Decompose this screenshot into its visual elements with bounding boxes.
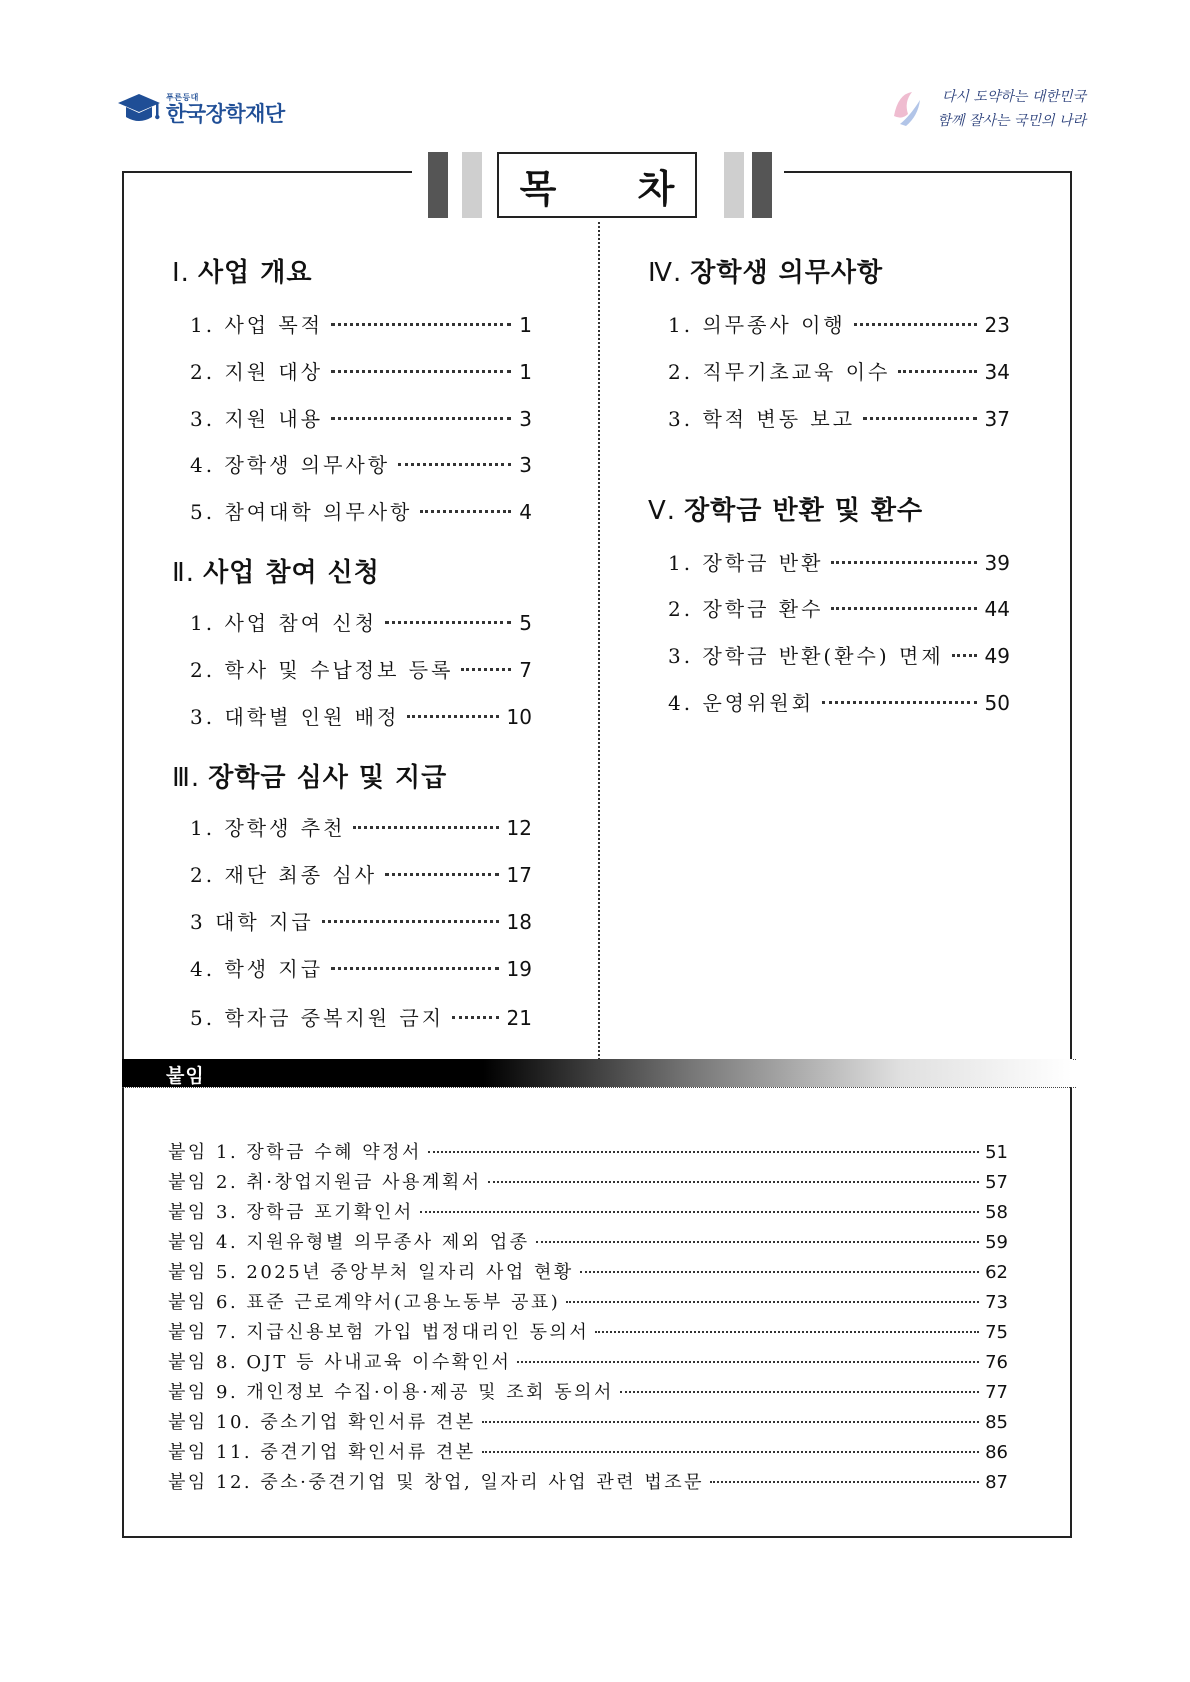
appendix-entry[interactable]: 붙임 9. 개인정보 수집·이용·제공 및 조회 동의서 77: [168, 1382, 1008, 1403]
kosaf-logo: [116, 86, 285, 132]
toc-entry[interactable]: 2. 장학금 환수 44: [668, 597, 1010, 621]
toc-entry[interactable]: 3 대학 지급 18: [190, 910, 532, 934]
toc-entry[interactable]: 1. 장학생 추천 12: [190, 816, 532, 840]
slogan-line-1: 다시 도약하는 대한민국: [941, 89, 1086, 105]
toc-entry[interactable]: 4. 학생 지급 19: [190, 957, 532, 981]
toc-entry[interactable]: 3. 장학금 반환(환수) 면제 49: [668, 644, 1010, 668]
title-bar-light-right: [724, 152, 744, 218]
toc-entry[interactable]: 4. 장학생 의무사항 3: [190, 453, 532, 477]
appendix-entry[interactable]: 붙임 5. 2025년 중앙부처 일자리 사업 현황 62: [168, 1262, 1008, 1283]
toc-entry[interactable]: 5. 참여대학 의무사항 4: [190, 500, 532, 524]
logo-name: 한국장학재단: [166, 101, 285, 126]
toc-entry[interactable]: 3. 대학별 인원 배정 10: [190, 705, 532, 729]
appendix-entry[interactable]: 붙임 2. 취·창업지원금 사용계획서 57: [168, 1172, 1008, 1193]
section-title-3: Ⅲ. 장학금 심사 및 지급: [172, 763, 448, 793]
toc-entry[interactable]: 3. 지원 내용 3: [190, 407, 532, 431]
appendix-entry[interactable]: 붙임 11. 중견기업 확인서류 견본 86: [168, 1442, 1008, 1463]
appendix-entry[interactable]: 붙임 7. 지급신용보험 가입 법정대리인 동의서 75: [168, 1322, 1008, 1343]
toc-entry[interactable]: 2. 학사 및 수납정보 등록 7: [190, 658, 532, 682]
toc-entry[interactable]: 2. 재단 최종 심사 17: [190, 863, 532, 887]
title-bar-dark-right: [752, 152, 772, 218]
appendix-entry[interactable]: 붙임 10. 중소기업 확인서류 견본 85: [168, 1412, 1008, 1433]
toc-entry[interactable]: 5. 학자금 중복지원 금지 21: [190, 1006, 532, 1030]
appendix-entry[interactable]: 붙임 6. 표준 근로계약서(고용노동부 공표) 73: [168, 1292, 1008, 1313]
column-divider: [598, 222, 600, 1060]
appendix-entry[interactable]: 붙임 12. 중소·중견기업 및 창업, 일자리 사업 관련 법조문 87: [168, 1472, 1008, 1493]
section-title-1: Ⅰ. 사업 개요: [172, 258, 313, 288]
toc-entry[interactable]: 1. 의무종사 이행 23: [668, 313, 1010, 337]
taegeuk-brush-icon: [890, 86, 924, 130]
toc-entry[interactable]: 1. 사업 참여 신청 5: [190, 611, 532, 635]
appendix-entry[interactable]: 붙임 3. 장학금 포기확인서 58: [168, 1202, 1008, 1223]
graduation-cap-icon: [116, 90, 162, 128]
title-bar-dark-left: [428, 152, 448, 218]
appendix-band: [122, 1059, 1072, 1087]
toc-entry[interactable]: 2. 지원 대상 1: [190, 360, 532, 384]
appendix-rule-bottom: [122, 1087, 1076, 1088]
toc-entry[interactable]: 2. 직무기초교육 이수 34: [668, 360, 1010, 384]
toc-entry[interactable]: 3. 학적 변동 보고 37: [668, 407, 1010, 431]
appendix-entry[interactable]: 붙임 1. 장학금 수혜 약정서 51: [168, 1142, 1008, 1163]
section-title-2: Ⅱ. 사업 참여 신청: [172, 558, 380, 588]
toc-title-box: [497, 152, 709, 218]
section-title-4: Ⅳ. 장학생 의무사항: [648, 258, 884, 288]
logo-tagline: 푸른등대: [166, 92, 199, 102]
title-bar-light-left: [462, 152, 482, 218]
government-slogan: [890, 84, 1086, 134]
appendix-entry[interactable]: 붙임 8. OJT 등 사내교육 이수확인서 76: [168, 1352, 1008, 1373]
frame-top-rule-right: [784, 171, 1072, 173]
slogan-line-2: 함께 잘사는 국민의 나라: [937, 113, 1086, 129]
section-title-5: Ⅴ. 장학금 반환 및 환수: [648, 496, 924, 526]
appendix-label: 붙임: [166, 1065, 205, 1087]
appendix-entry[interactable]: 붙임 4. 지원유형별 의무종사 제외 업종 59: [168, 1232, 1008, 1253]
frame-top-rule-left: [122, 171, 412, 173]
toc-entry[interactable]: 1. 장학금 반환 39: [668, 551, 1010, 575]
toc-entry[interactable]: 1. 사업 목적 1: [190, 313, 532, 337]
toc-entry[interactable]: 4. 운영위원회 50: [668, 691, 1010, 715]
page-title: 목 차: [519, 166, 709, 211]
